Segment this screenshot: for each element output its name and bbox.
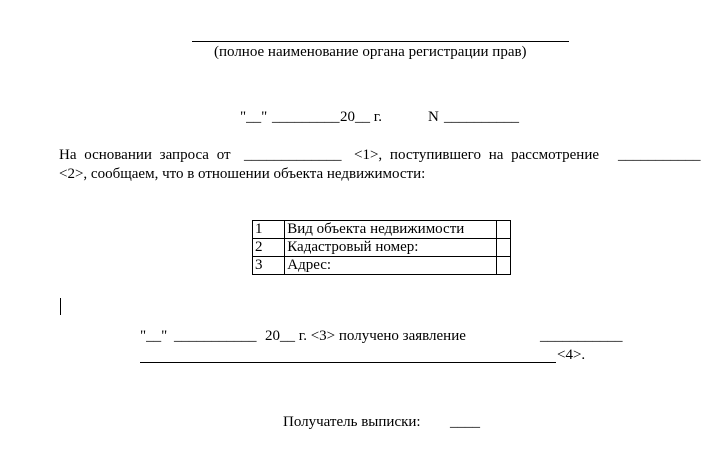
text-cursor xyxy=(60,298,61,315)
application-long-line xyxy=(140,362,556,363)
application-ref4: <4>. xyxy=(557,347,586,363)
request-intro: На основании запроса от xyxy=(59,147,231,163)
date-year: 20__ г. xyxy=(340,109,382,125)
table-row xyxy=(253,239,511,257)
row-value xyxy=(496,257,510,275)
request-blank2: ___________ xyxy=(618,147,701,163)
recipient-blank: ____ xyxy=(450,414,480,430)
request-line2: <2>, сообщаем, что в отношении объекта недвижимости: xyxy=(59,166,426,182)
table-row xyxy=(253,221,511,239)
row-label: Адрес: xyxy=(285,257,497,275)
authority-caption: (полное наименование органа регистрации прав) xyxy=(214,44,527,60)
row-number: 1 xyxy=(253,221,285,239)
application-text: 20__ г. <3> получено заявление xyxy=(265,328,466,344)
number-blank: __________ xyxy=(444,109,519,125)
row-label: Вид объекта недвижимости xyxy=(285,221,497,239)
object-table xyxy=(252,220,511,275)
recipient-label: Получатель выписки: xyxy=(283,414,421,430)
authority-name-line xyxy=(192,41,569,42)
request-ref1: <1>, поступившего на рассмотрение xyxy=(354,147,600,163)
row-value xyxy=(496,221,510,239)
date-month-blank: _________ xyxy=(272,109,340,125)
table-row xyxy=(253,257,511,275)
application-day: "__" xyxy=(140,328,168,344)
row-number: 2 xyxy=(253,239,285,257)
number-label: N xyxy=(428,109,439,125)
row-value xyxy=(496,239,510,257)
application-month-blank: ___________ xyxy=(174,328,257,344)
row-label: Кадастровый номер: xyxy=(285,239,497,257)
date-day: "__" xyxy=(240,109,268,125)
request-date-blank: _____________ xyxy=(244,147,342,163)
row-number: 3 xyxy=(253,257,285,275)
application-blank-right: ___________ xyxy=(540,328,623,344)
